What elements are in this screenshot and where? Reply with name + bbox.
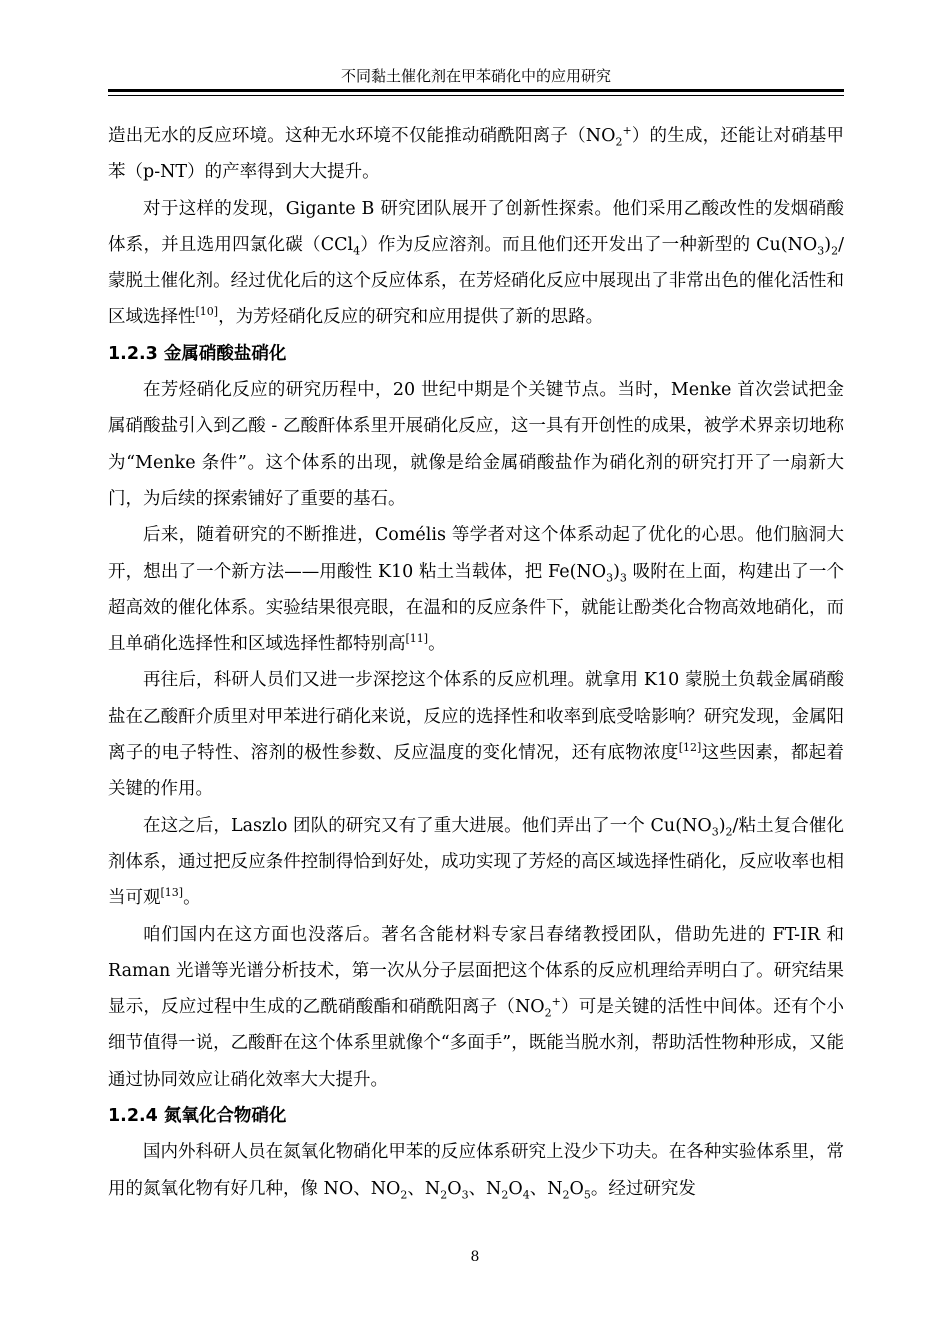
paragraph-laszlo: 在这之后，Laszlo 团队的研究又有了重大进展。他们弄出了一个 $Cu(NO_3)_2/$粘土复合催化剂体系，通过把反应条件控制得恰到好处，成功实现了芳烃的高区域选择性硝化，反应收率也相当可观[13]。 (108, 815, 844, 909)
page-body (108, 118, 844, 1207)
paragraph-gigante: 对于这样的发现，Gigante B 研究团队展开了创新性探索。他们采用乙酸改性的发烟硝酸体系，并且选用四氯化碳（CCl$_4$）作为反应溶剂。而且他们还开发出了一种新型的 $Cu(NO_3)_2/$蒙脱土催化剂。经过优化后的这个反应体系，在芳烃硝化反应中展现出了非常出色的催化活性和区域选择性[10]，为芳烃硝化反应的研究和应用提供了新的思路。 (108, 198, 844, 328)
citation-12: [12] (678, 741, 702, 755)
paragraph-cornelis: 后来，随着研究的不断推进，Comélis 等学者对这个体系动起了优化的心思。他们脑洞大开，想出了一个新方法——用酸性 K10 粘土当载体，把 $Fe(NO_3)_3$ 吸附在上面，构建出了一个超高效的催化体系。实验结果很亮眼，在温和的反应条件下，就能让酚类化合物高效地硝化，而且单硝化选择性和区域选择性都特别高[11]。 (108, 525, 844, 655)
page-number: 8 (470, 1249, 480, 1265)
section-heading-1-2-3: 1.2.3 金属硝酸盐硝化 (108, 343, 287, 364)
section-heading-1-2-4: 1.2.4 氮氧化合物硝化 (108, 1106, 287, 1127)
running-header: 不同黏土催化剂在甲苯硝化中的应用研究 (340, 67, 611, 85)
header-rule-thin (108, 95, 844, 96)
paragraph-continued: 造出无水的反应环境。这种无水环境不仅能推动硝酰阳离子$(NO_2^+)$的生成，还能让对硝基甲苯（p-NT）的产率得到大大提升。 (108, 124, 844, 183)
paragraph-domestic-research: 咱们国内在这方面也没落后。著名含能材料专家吕春绪教授团队，借助先进的 FT-IR 和 Raman 光谱等光谱分析技术，第一次从分子层面把这个体系的反应机理给弄明白了。研究结果显示，反应过程中生成的乙酰硝酸酯和硝酰阳离子$(NO_2^+)$可是关键的活性中间体。还有个小细节值得一说，乙酸酐在这个体系里就像个“多面手”，既能当脱水剂，帮助活性物种形成，又能通过协同效应让硝化效率大大提升。 (108, 924, 844, 1090)
paragraph-mechanism: 再往后，科研人员们又进一步深挖这个体系的反应机理。就拿用 K10 蒙脱土负载金属硝酸盐在乙酸酐介质里对甲苯进行硝化来说，反应的选择性和收率到底受啥影响？研究发现，金属阳离子的电子特性、溶剂的极性参数、反应温度的变化情况，还有底物浓度[12]这些因素，都起着关键的作用。 (108, 670, 845, 800)
header-rule-thick (108, 89, 844, 92)
citation-10: [10] (195, 305, 219, 319)
citation-11: [11] (405, 632, 429, 646)
paragraph-nitrogen-oxides: 国内外科研人员在氮氧化物硝化甲苯的反应体系研究上没少下功夫。在各种实验体系里，常用的氮氧化物有好几种，像 NO、$NO_2$、$N_2O_3$、$N_2O_4$、$N_2O_5$。经过研究发 (108, 1142, 844, 1202)
citation-13: [13] (160, 886, 184, 900)
paragraph-menke: 在芳烃硝化反应的研究历程中，20 世纪中期是个关键节点。当时，Menke 首次尝试把金属硝酸盐引入到乙酸 - 乙酸酐体系里开展硝化反应，这一具有开创性的成果，被学术界亲切地称为“Menke 条件”。这个体系的出现，就像是给金属硝酸盐作为硝化剂的研究打开了一扇新大门，为后续的探索铺好了重要的基石。 (108, 380, 844, 509)
